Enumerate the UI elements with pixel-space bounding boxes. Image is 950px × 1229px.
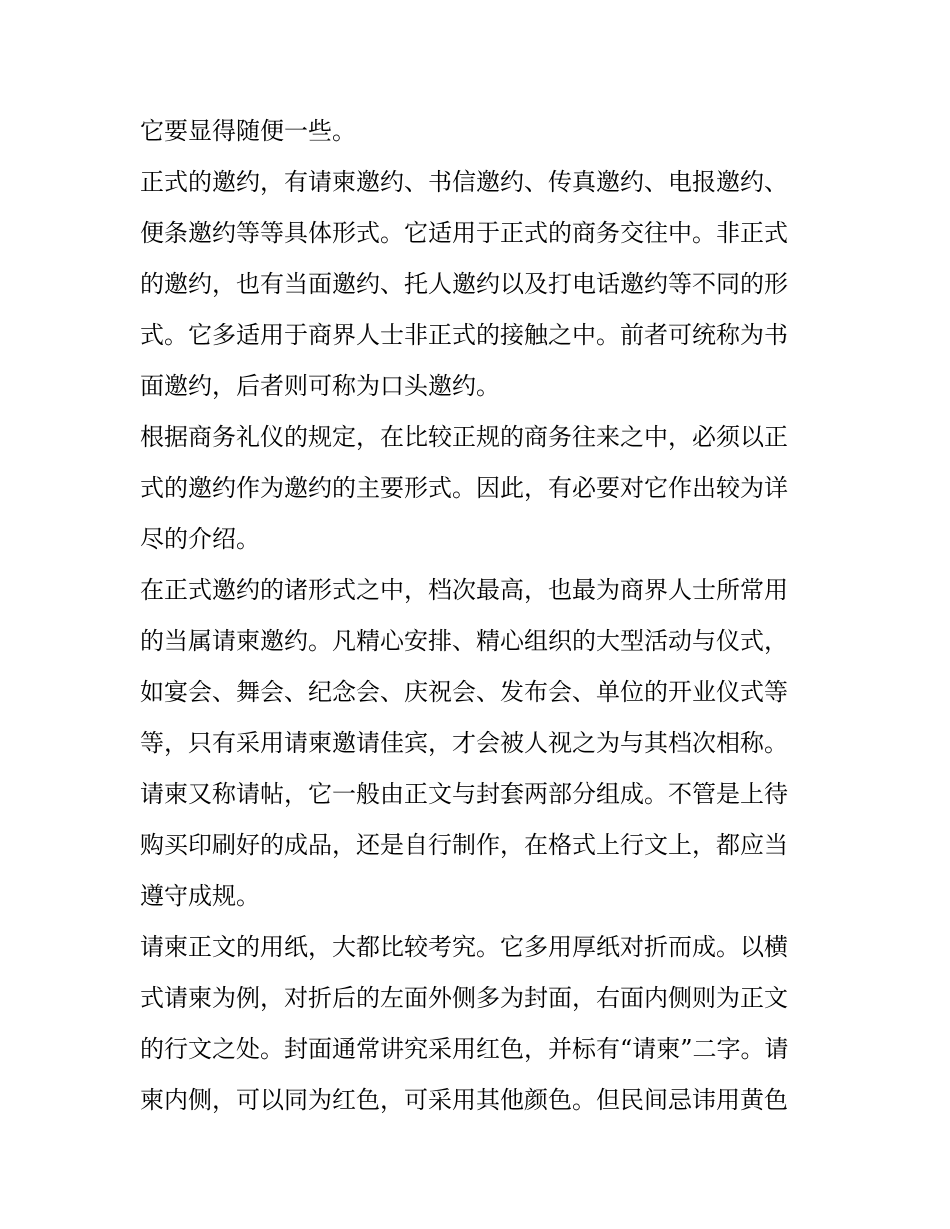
text-line: 购买印刷好的成品，还是自行制作，在格式上行文上，都应当 [140,831,788,859]
text-line: 式请柬为例，对折后的左面外侧多为封面，右面内侧则为正文 [140,984,788,1012]
text-line: 的当属请柬邀约。凡精心安排、精心组织的大型活动与仪式， [140,627,788,655]
text-line: 请柬正文的用纸，大都比较考究。它多用厚纸对折而成。以横 [140,933,788,961]
text-line: 面邀约，后者则可称为口头邀约。 [140,372,500,400]
text-line: 的邀约，也有当面邀约、托人邀约以及打电话邀约等不同的形 [140,270,788,298]
text-line: 根据商务礼仪的规定，在比较正规的商务往来之中，必须以正 [140,423,788,451]
text-line: 遵守成规。 [140,882,260,910]
text-line: 便条邀约等等具体形式。它适用于正式的商务交往中。非正式 [140,219,788,247]
text-line: 在正式邀约的诸形式之中，档次最高，也最为商界人士所常用 [140,576,788,604]
body-text [140,106,820,1126]
text-line: 式。它多适用于商界人士非正式的接触之中。前者可统称为书 [140,321,788,349]
text-line: 尽的介绍。 [140,525,260,553]
text-line: 式的邀约作为邀约的主要形式。因此，有必要对它作出较为详 [140,474,788,502]
text-line: 如宴会、舞会、纪念会、庆祝会、发布会、单位的开业仪式等 [140,678,788,706]
text-line: 请柬又称请帖，它一般由正文与封套两部分组成。不管是上待 [140,780,788,808]
text-line: 等，只有采用请柬邀请佳宾，才会被人视之为与其档次相称。 [140,729,788,757]
text-line: 的行文之处。封面通常讲究采用红色，并标有“请柬”二字。请 [140,1035,789,1063]
text-line: 它要显得随便一些。 [140,117,356,145]
text-line: 正式的邀约，有请柬邀约、书信邀约、传真邀约、电报邀约、 [140,168,788,196]
text-line: 柬内侧，可以同为红色，可采用其他颜色。但民间忌讳用黄色 [140,1086,788,1114]
